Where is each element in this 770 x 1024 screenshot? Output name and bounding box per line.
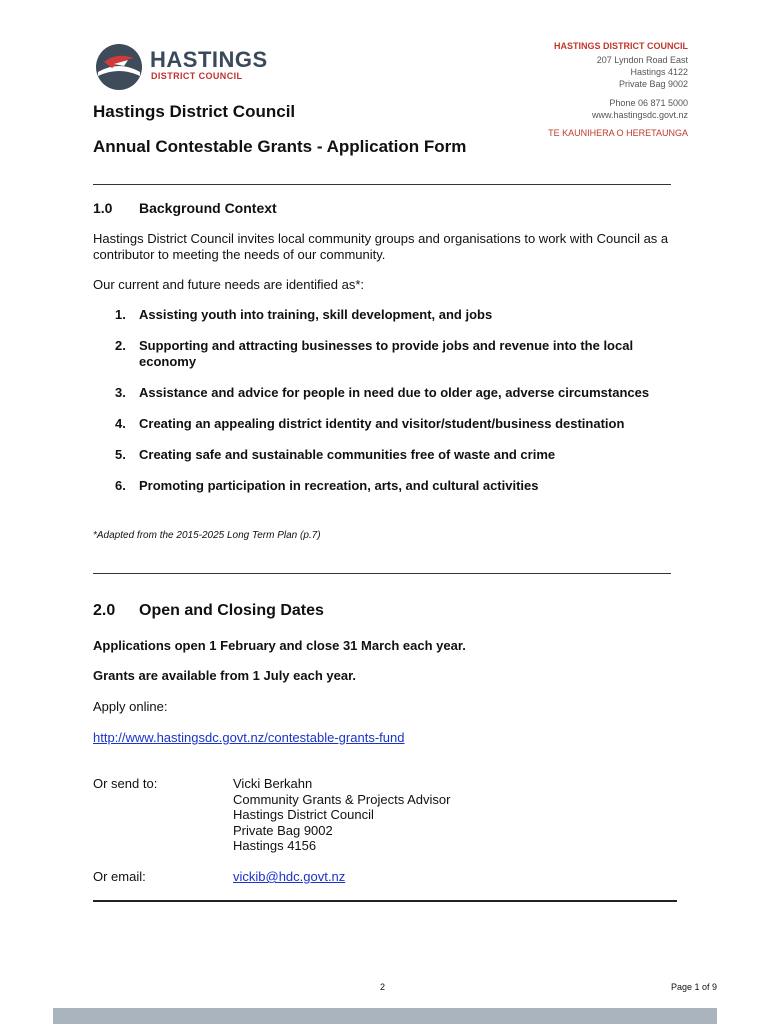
page-count: Page 1 of 9	[670, 982, 717, 992]
list-item: 4. Creating an appealing district identity and visitor/student/business destination	[115, 416, 625, 431]
section-2-number: 2.0	[93, 602, 116, 619]
letterhead-address-1: 207 Lyndon Road East	[596, 55, 688, 65]
hastings-logo-icon	[94, 42, 144, 92]
section-1-heading	[93, 200, 277, 216]
section-1-intro: Hastings District Council invites local community groups and organisations to work with Council as a contributor to meeting the needs of our community.	[93, 231, 669, 262]
contact-name: Vicki Berkahn	[233, 776, 313, 791]
section-divider	[93, 573, 671, 574]
send-to-label: Or send to:	[93, 776, 158, 791]
contact-address	[233, 776, 450, 854]
section-2-heading	[93, 602, 324, 620]
needs-list	[93, 307, 683, 509]
section-end-rule	[93, 900, 677, 902]
viewer-bottom-bar	[53, 1008, 717, 1024]
email-label: Or email:	[93, 869, 146, 884]
contact-org: Hastings District Council	[233, 807, 374, 822]
section-1-title: Background Context	[139, 200, 277, 216]
needs-footnote: *Adapted from the 2015-2025 Long Term Plan (p.7)	[93, 530, 321, 541]
needs-lead: Our current and future needs are identified as*:	[93, 277, 364, 292]
section-divider	[93, 184, 671, 185]
list-item: 6. Promoting participation in recreation, arts, and cultural activities	[115, 478, 539, 493]
contact-role: Community Grants & Projects Advisor	[233, 791, 451, 807]
email-link[interactable]: vickib@hdc.govt.nz	[233, 869, 346, 884]
page-number: 2	[380, 982, 386, 992]
letterhead-address-3: Private Bag 9002	[618, 79, 688, 89]
section-1-number: 1.0	[93, 200, 113, 216]
apply-online-label: Apply online:	[93, 699, 168, 714]
org-title: Hastings District Council	[93, 102, 296, 121]
letterhead-name: HASTINGS DISTRICT COUNCIL	[554, 41, 688, 51]
logo-subtitle: DISTRICT COUNCIL	[151, 71, 243, 81]
letterhead-website: www.hastingsdc.govt.nz	[591, 110, 688, 120]
list-item: 2. Supporting and attracting businesses to provide jobs and revenue into the local economy	[115, 338, 634, 369]
grants-available: Grants are available from 1 July each year.	[93, 668, 357, 683]
list-item: 3. Assistance and advice for people in need due to older age, adverse circumstances	[115, 385, 650, 400]
letterhead-phone: Phone 06 871 5000	[609, 98, 688, 108]
contact-bag: Private Bag 9002	[233, 822, 333, 838]
form-title: Annual Contestable Grants - Application Form	[93, 137, 467, 156]
list-item: 1. Assisting youth into training, skill development, and jobs	[115, 307, 493, 322]
open-close-dates: Applications open 1 February and close 31 March each year.	[93, 638, 466, 653]
contact-city: Hastings 4156	[233, 838, 317, 853]
list-item: 5. Creating safe and sustainable communities free of waste and crime	[115, 447, 556, 462]
grants-url-link[interactable]: http://www.hastingsdc.govt.nz/contestable-grants-fund	[93, 730, 405, 745]
letterhead-address-2: Hastings 4122	[630, 67, 688, 77]
letterhead-maori-name: TE KAUNIHERA O HERETAUNGA	[548, 128, 688, 138]
section-2-title: Open and Closing Dates	[139, 602, 324, 619]
logo-wordmark: HASTINGS	[150, 47, 268, 72]
